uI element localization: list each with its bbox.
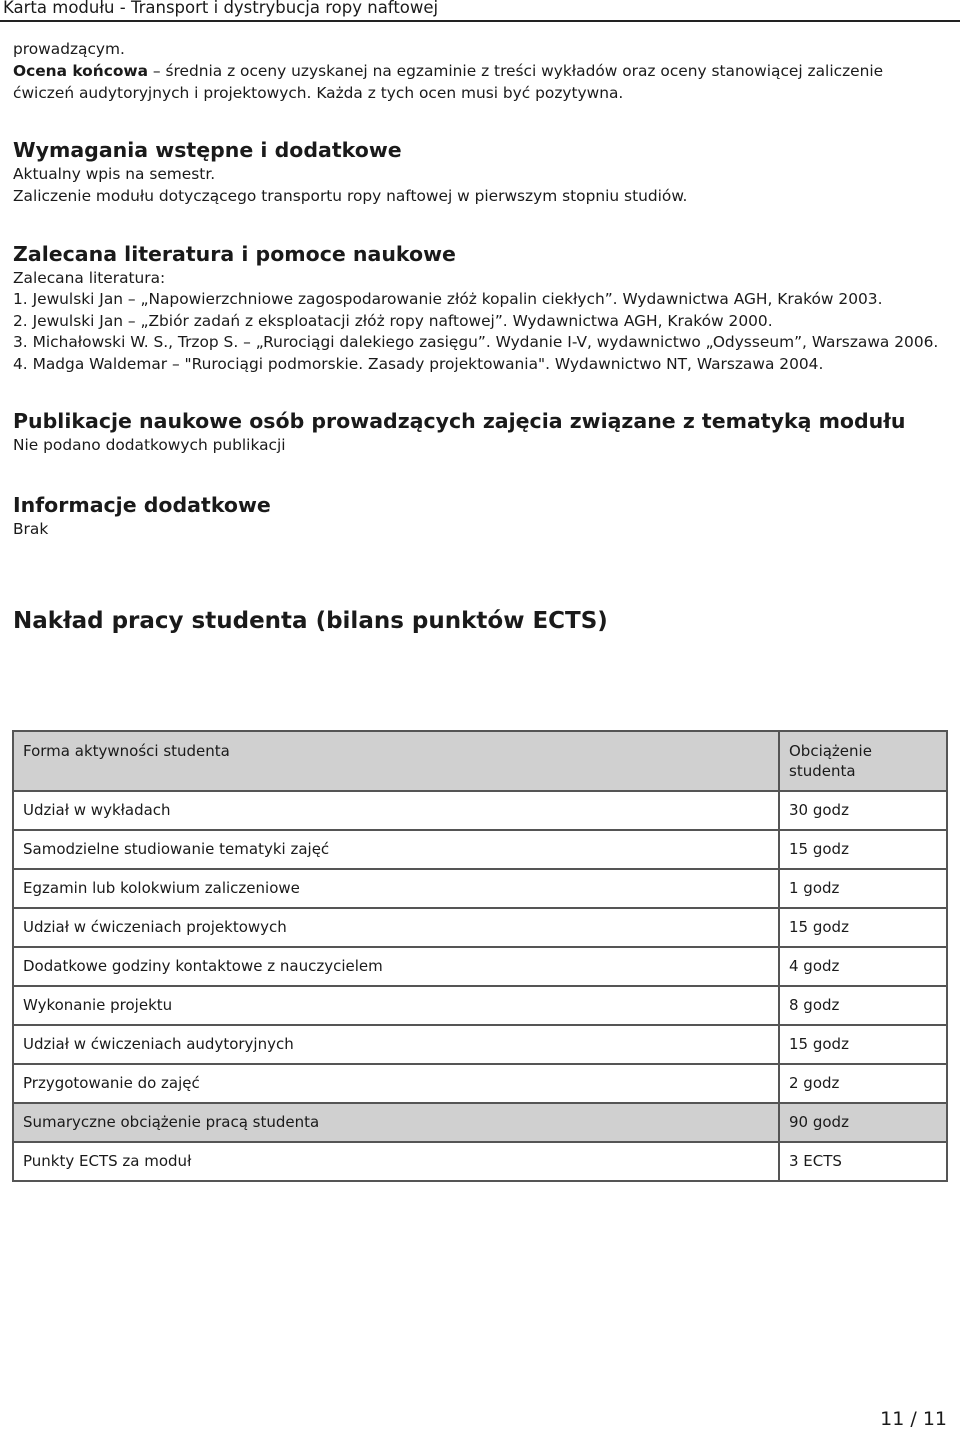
final-grade-text: – średnia z oceny uzyskanej na egzaminie z treści wykładów oraz oceny stanowiącej zaliczenie ćwiczeń audytoryjnych i projektowych. Każda z tych ocen musi być pozytywna. (13, 62, 884, 102)
additional-info-heading: Informacje dodatkowe (13, 493, 271, 517)
publications-text: Nie podano dodatkowych publikacji (13, 436, 286, 454)
activity-cell: Samodzielne studiowanie tematyki zajęć (13, 830, 779, 869)
table-header-row (13, 731, 947, 791)
total-label-cell: Sumaryczne obciążenie pracą studenta (13, 1103, 779, 1142)
table-row (13, 1064, 947, 1103)
final-grade-paragraph (13, 60, 947, 104)
column-header-activity: Forma aktywności studenta (13, 731, 779, 791)
activity-cell: Wykonanie projektu (13, 986, 779, 1025)
hours-cell: 1 godz (779, 869, 947, 908)
hours-cell: 15 godz (779, 1025, 947, 1064)
activity-cell: Udział w wykładach (13, 791, 779, 830)
ects-label-cell: Punkty ECTS za moduł (13, 1142, 779, 1181)
hours-cell: 4 godz (779, 947, 947, 986)
requirements-line: Aktualny wpis na semestr. (13, 165, 216, 183)
hours-cell: 8 godz (779, 986, 947, 1025)
page-number: 11 / 11 (880, 1408, 947, 1430)
literature-heading: Zalecana literatura i pomoce naukowe (13, 242, 456, 266)
activity-cell: Udział w ćwiczeniach audytoryjnych (13, 1025, 779, 1064)
table-row (13, 986, 947, 1025)
activity-cell: Udział w ćwiczeniach projektowych (13, 908, 779, 947)
hours-cell: 15 godz (779, 908, 947, 947)
table-row (13, 869, 947, 908)
total-hours-cell: 90 godz (779, 1103, 947, 1142)
additional-info-text: Brak (13, 520, 49, 538)
activity-cell: Egzamin lub kolokwium zaliczeniowe (13, 869, 779, 908)
workload-table (12, 730, 948, 1182)
table-row (13, 830, 947, 869)
requirements-heading: Wymagania wstępne i dodatkowe (13, 138, 402, 162)
document-title: Karta modułu - Transport i dystrybucja ropy naftowej (3, 0, 439, 17)
table-row (13, 947, 947, 986)
publications-heading: Publikacje naukowe osób prowadzących zajęcia związane z tematyką modułu (13, 409, 906, 433)
literature-item: 4. Madga Waldemar – "Rurociągi podmorskie. Zasady projektowania". Wydawnictwo NT, Warszawa 2004. (13, 354, 824, 373)
hours-cell: 30 godz (779, 791, 947, 830)
hours-cell: 2 godz (779, 1064, 947, 1103)
requirements-line: Zaliczenie modułu dotyczącego transportu ropy naftowej w pierwszym stopniu studiów. (13, 187, 688, 205)
workload-heading: Nakład pracy studenta (bilans punktów ECTS) (13, 608, 608, 634)
page-header (0, 0, 960, 22)
table-row (13, 791, 947, 830)
literature-item: 2. Jewulski Jan – „Zbiór zadań z eksploatacji złóż ropy naftowej”. Wydawnictwa AGH, Kraków 2000. (13, 311, 773, 330)
activity-cell: Przygotowanie do zajęć (13, 1064, 779, 1103)
literature-intro: Zalecana literatura: (13, 269, 166, 287)
document-body (13, 38, 947, 635)
literature-item: 1. Jewulski Jan – „Napowierzchniowe zagospodarowanie złóż kopalin ciekłych”. Wydawnictwa AGH, Kraków 2003. (13, 290, 883, 308)
column-header-load: Obciążenie studenta (779, 731, 947, 791)
ects-value-cell: 3 ECTS (779, 1142, 947, 1181)
table-row-total (13, 1103, 947, 1142)
assessment-continuation: prowadzącym. (13, 40, 125, 58)
literature-item: 3. Michałowski W. S., Trzop S. – „Rurociągi dalekiego zasięgu”. Wydanie I-V, wydawnictwo „Odysseum”, Warszawa 2006. (13, 333, 939, 351)
hours-cell: 15 godz (779, 830, 947, 869)
table-row (13, 908, 947, 947)
table-row-ects (13, 1142, 947, 1181)
activity-cell: Dodatkowe godziny kontaktowe z nauczycielem (13, 947, 779, 986)
final-grade-label: Ocena końcowa (13, 62, 148, 80)
table-row (13, 1025, 947, 1064)
